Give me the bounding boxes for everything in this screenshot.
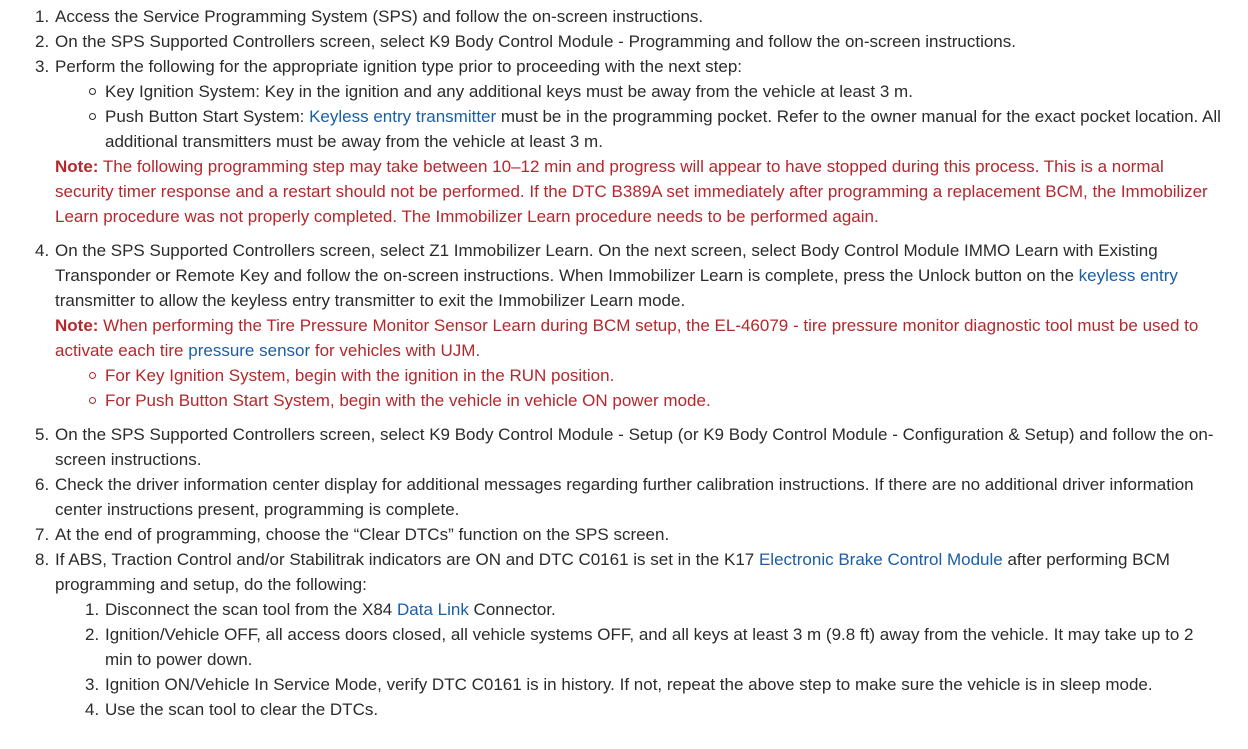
substep-4	[85, 697, 1224, 722]
step-text: On the SPS Supported Controllers screen, select K9 Body Control Module - Programming and follow the on-screen instructions.	[55, 32, 1016, 51]
step-number: 6.	[35, 475, 50, 494]
step-8	[35, 547, 1224, 722]
bullet-push-on	[105, 388, 1224, 413]
step-text: On the SPS Supported Controllers screen, select K9 Body Control Module - Setup (or K9 Body Control Module - Configuration & Setup) and follow the on-screen instructions.	[55, 425, 1214, 469]
note-text: When performing the Tire Pressure Monitor Sensor Learn during BCM setup, the EL-46079 - tire pressure monitor diagnostic tool must be used to activate each tire	[55, 316, 1199, 360]
bullet-key-run	[105, 363, 1224, 388]
substep-1	[85, 597, 1224, 622]
step-text: Access the Service Programming System (SPS) and follow the on-screen instructions.	[55, 7, 704, 26]
bullet-text: must be in the programming pocket. Refer to the owner manual for the exact pocket location. All additional transmitters must be away from the vehicle at least 3 m.	[105, 107, 1221, 151]
step-7	[35, 522, 1224, 547]
step-text: At the end of programming, choose the “Clear DTCs” function on the SPS screen.	[55, 525, 670, 544]
bullet-icon	[89, 372, 96, 379]
step-number: 4.	[35, 241, 50, 260]
bullet-push-button	[105, 104, 1224, 154]
substep-text: Connector.	[468, 600, 556, 619]
keyless-entry-link[interactable]: keyless entry	[1078, 266, 1178, 285]
substep-number: 4.	[85, 700, 100, 719]
substep-number: 3.	[85, 675, 100, 694]
note-text: The following programming step may take between 10–12 min and progress will appear to have stopped during this process. This is a normal security timer response and a restart should not be performed. If the DTC B389A set immediately after programming a replacement BCM, the Immobilizer Learn procedure was not properly completed. The Immobilizer Learn procedure needs to be performed again.	[55, 157, 1208, 226]
note-label: Note:	[55, 316, 99, 335]
bullet-icon	[89, 113, 96, 120]
substep-number: 2.	[85, 625, 100, 644]
step-number: 3.	[35, 57, 50, 76]
bullet-icon	[89, 88, 96, 95]
bullet-text: For Push Button Start System, begin with the vehicle in vehicle ON power mode.	[105, 391, 711, 410]
bullet-icon	[89, 397, 96, 404]
step-5	[35, 422, 1224, 472]
clear-dtc-substeps	[55, 597, 1224, 722]
data-link-link[interactable]: Data Link	[397, 600, 469, 619]
ignition-type-list	[55, 79, 1224, 154]
step-text: If ABS, Traction Control and/or Stabilitrak indicators are ON and DTC C0161 is set in the K17	[55, 550, 759, 569]
step-text: after performing BCM programming and setup, do the following:	[55, 550, 1170, 594]
bullet-text: For Key Ignition System, begin with the ignition in the RUN position.	[105, 366, 615, 385]
bullet-text: Push Button Start System:	[105, 107, 310, 126]
substep-number: 1.	[85, 600, 100, 619]
step-6	[35, 472, 1224, 522]
procedure-steps	[0, 4, 1248, 722]
step-number: 2.	[35, 32, 50, 51]
bullet-text: Key Ignition System: Key in the ignition and any additional keys must be away from the vehicle at least 3 m.	[105, 82, 913, 101]
power-mode-list	[55, 363, 1224, 413]
substep-3	[85, 672, 1224, 697]
substep-2	[85, 622, 1224, 672]
step-number: 1.	[35, 7, 50, 26]
keyless-entry-transmitter-link[interactable]: Keyless entry transmitter	[309, 107, 497, 126]
step-number: 8.	[35, 550, 50, 569]
step-3	[35, 54, 1224, 238]
step-number: 7.	[35, 525, 50, 544]
step-number: 5.	[35, 425, 50, 444]
substep-text: Ignition ON/Vehicle In Service Mode, verify DTC C0161 is in history. If not, repeat the above step to make sure the vehicle is in sleep mode.	[105, 675, 1153, 694]
substep-text: Disconnect the scan tool from the X84	[105, 600, 397, 619]
note-programming-time	[55, 154, 1224, 229]
substep-text: Use the scan tool to clear the DTCs.	[105, 700, 379, 719]
step-1	[35, 4, 1224, 29]
electronic-brake-control-module-link[interactable]: Electronic Brake Control Module	[758, 550, 1003, 569]
pressure-sensor-link[interactable]: pressure sensor	[188, 341, 311, 360]
note-tire-pressure	[55, 313, 1224, 363]
step-text: Perform the following for the appropriate ignition type prior to proceeding with the next step:	[55, 57, 742, 76]
bullet-key-ignition	[105, 79, 1224, 104]
step-2	[35, 29, 1224, 54]
step-text: transmitter to allow the keyless entry transmitter to exit the Immobilizer Learn mode.	[55, 291, 686, 310]
step-4	[35, 238, 1224, 422]
note-label: Note:	[55, 157, 99, 176]
note-text: for vehicles with UJM.	[310, 341, 481, 360]
substep-text: Ignition/Vehicle OFF, all access doors closed, all vehicle systems OFF, and all keys at least 3 m (9.8 ft) away from the vehicle. It may take up to 2 min to power down.	[105, 625, 1194, 669]
step-text: On the SPS Supported Controllers screen, select Z1 Immobilizer Learn. On the next screen, select Body Control Module IMMO Learn with Existing Transponder or Remote Key and follow the on-screen instructions. When Immobilizer Learn is complete, press the Unlock button on the	[55, 241, 1158, 285]
step-text: Check the driver information center display for additional messages regarding further calibration instructions. If there are no additional driver information center instructions present, programming is complete.	[55, 475, 1194, 519]
